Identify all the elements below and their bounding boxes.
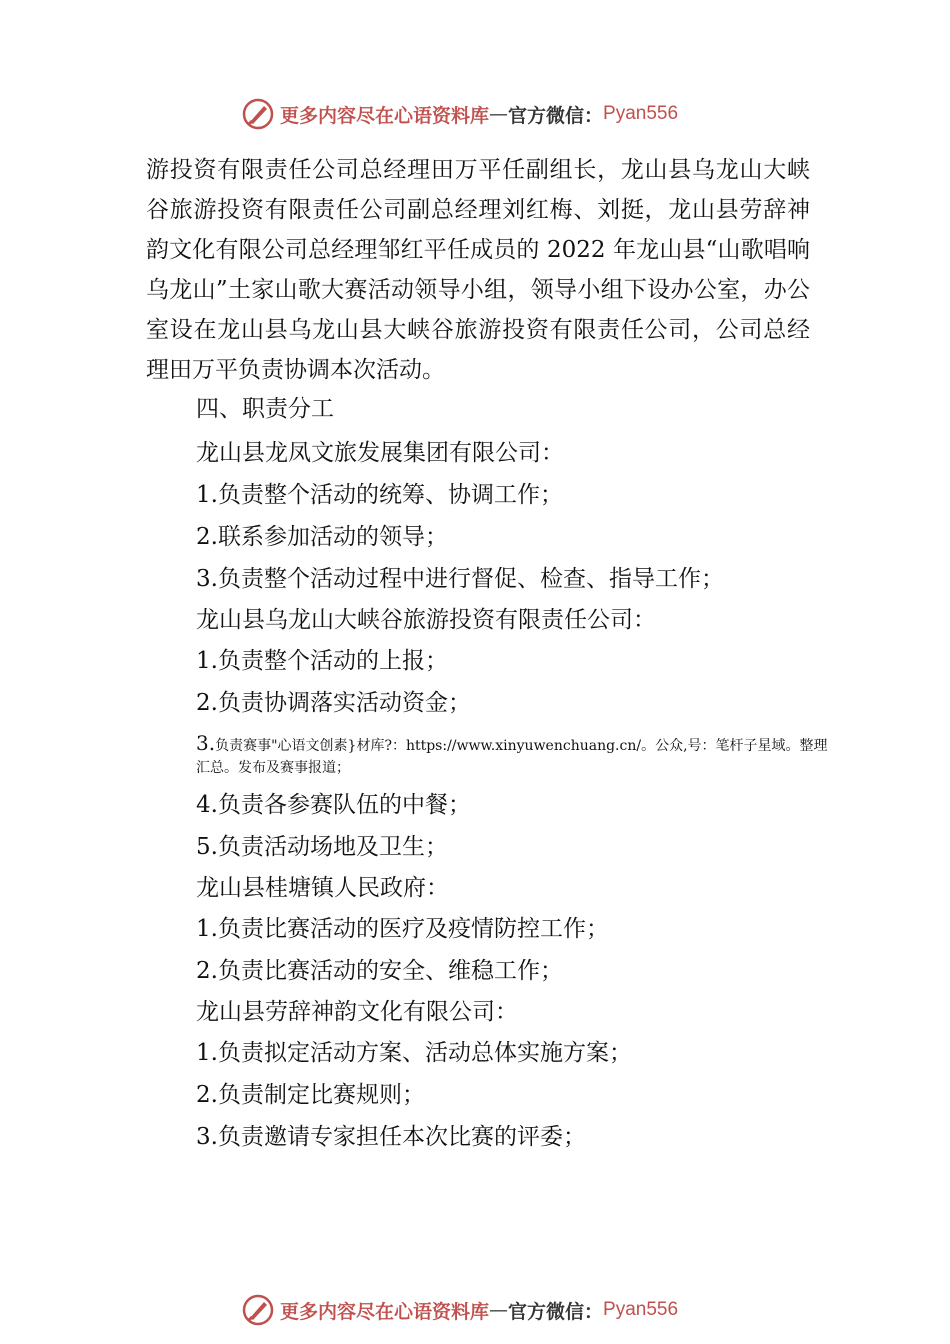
list-item: 2.负责协调落实活动资金； <box>196 690 471 716</box>
org-heading: 龙山县桂塘镇人民政府： <box>196 875 449 901</box>
opening-paragraph: 游投资有限责任公司总经理田万平任副组长，龙山县乌龙山大峡谷旅游投资有限责任公司副总经理刘红梅、刘挺，龙山县劳辞神韵文化有限公司总经理邹红平任成员的 2022 年龙山县“山歌唱响乌龙山”土家山歌大赛活动领导小组，领导小组下设办公室，办公室设在龙山县乌龙山县大峡谷旅游投资有限责任公司，公司总经理田万平负责协调本次活动。 <box>146 157 810 383</box>
list-item: 1.负责整个活动的上报； <box>196 648 448 674</box>
list-item-small <box>196 732 836 779</box>
header-separator: — <box>489 103 509 125</box>
list-item: 1.负责整个活动的统筹、协调工作； <box>196 482 563 508</box>
document-body <box>146 150 810 390</box>
org-heading: 龙山县乌龙山大峡谷旅游投资有限责任公司： <box>196 607 656 633</box>
section-title: 四、职责分工 <box>196 396 334 422</box>
footer-wechat-id: Pyan556 <box>603 1299 679 1320</box>
brush-logo-icon <box>240 1292 276 1328</box>
list-item: 3.负责邀请专家担任本次比赛的评委； <box>196 1124 586 1150</box>
header-banner <box>0 94 950 134</box>
list-item: 2.负责比赛活动的安全、维稳工作； <box>196 958 563 984</box>
header-main-text: 更多内容尽在心语资料库 <box>280 104 490 127</box>
list-item: 1.负责拟定活动方案、活动总体实施方案； <box>196 1040 632 1066</box>
list-item: 2.负责制定比赛规则； <box>196 1082 425 1108</box>
list-item-text: 负责赛事"心语文创素}材库?：https://www.xinyuwenchuang.cn/。公众,号：笔杆子星域。整理汇总。发布及赛事报道； <box>196 738 828 776</box>
list-item: 2.联系参加活动的领导； <box>196 524 448 550</box>
org-heading: 龙山县龙凤文旅发展集团有限公司： <box>196 440 564 466</box>
footer-banner <box>0 1290 950 1330</box>
org-heading: 龙山县劳辞神韵文化有限公司： <box>196 999 518 1025</box>
list-item: 1.负责比赛活动的医疗及疫情防控工作； <box>196 916 609 942</box>
footer-separator: — <box>489 1299 509 1321</box>
list-item: 4.负责各参赛队伍的中餐； <box>196 792 471 818</box>
list-item-number: 3. <box>196 731 216 755</box>
brush-logo-icon <box>240 96 276 132</box>
footer-label: 官方微信： <box>508 1300 604 1323</box>
list-item: 3.负责整个活动过程中进行督促、检查、指导工作； <box>196 566 724 592</box>
header-label: 官方微信： <box>508 104 604 127</box>
header-wechat-id: Pyan556 <box>603 103 679 124</box>
list-item: 5.负责活动场地及卫生； <box>196 834 448 860</box>
footer-main-text: 更多内容尽在心语资料库 <box>280 1300 490 1323</box>
